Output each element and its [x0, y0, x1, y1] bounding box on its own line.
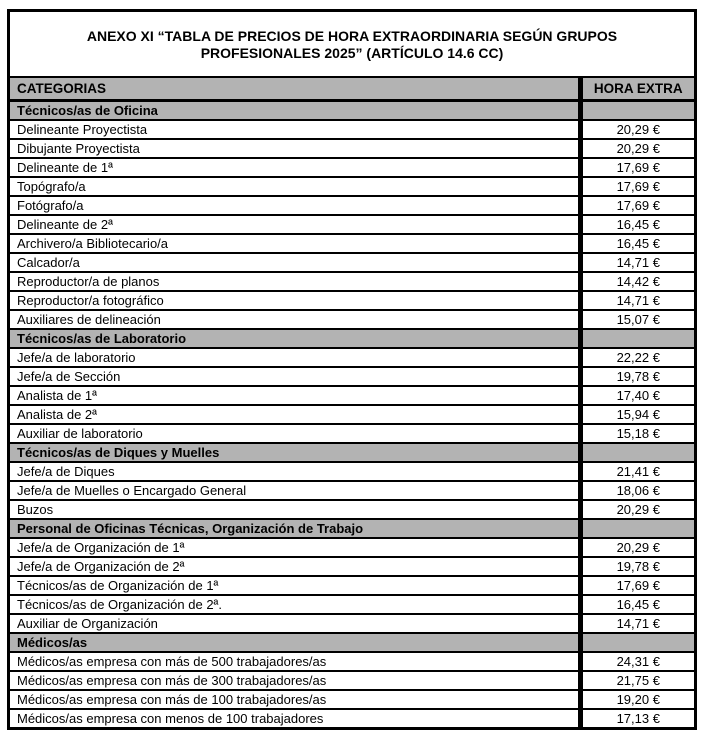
- price-cell: 21,41 €: [580, 462, 694, 481]
- category-cell: Técnicos/as de Organización de 2ª.: [10, 595, 580, 614]
- category-cell: Jefe/a de laboratorio: [10, 348, 580, 367]
- category-cell: Dibujante Proyectista: [10, 139, 580, 158]
- section-empty-price-cell: [580, 101, 694, 121]
- category-cell: Delineante de 1ª: [10, 158, 580, 177]
- price-cell: 17,69 €: [580, 576, 694, 595]
- table-row: [10, 595, 694, 614]
- category-cell: Buzos: [10, 500, 580, 519]
- price-cell: 19,20 €: [580, 690, 694, 709]
- table-row: [10, 386, 694, 405]
- section-header-row: [10, 101, 694, 121]
- document-table: [7, 9, 697, 730]
- table-header-row: [10, 78, 694, 101]
- price-cell: 17,69 €: [580, 177, 694, 196]
- price-table: [10, 78, 694, 727]
- table-row: [10, 139, 694, 158]
- category-cell: Reproductor/a de planos: [10, 272, 580, 291]
- table-row: [10, 272, 694, 291]
- category-cell: Fotógrafo/a: [10, 196, 580, 215]
- table-row: [10, 576, 694, 595]
- table-row: [10, 557, 694, 576]
- table-row: [10, 405, 694, 424]
- price-cell: 21,75 €: [580, 671, 694, 690]
- price-cell: 17,69 €: [580, 196, 694, 215]
- table-row: [10, 690, 694, 709]
- price-table-body: [10, 101, 694, 728]
- price-cell: 14,71 €: [580, 253, 694, 272]
- table-row: [10, 500, 694, 519]
- price-cell: 19,78 €: [580, 367, 694, 386]
- title-line-2: PROFESIONALES 2025” (ARTÍCULO 14.6 CC): [200, 45, 504, 61]
- price-cell: 16,45 €: [580, 215, 694, 234]
- category-cell: Reproductor/a fotográfico: [10, 291, 580, 310]
- price-cell: 20,29 €: [580, 139, 694, 158]
- category-cell: Jefe/a de Muelles o Encargado General: [10, 481, 580, 500]
- section-title: Técnicos/as de Diques y Muelles: [10, 443, 580, 462]
- document-title: [10, 12, 694, 78]
- table-row: [10, 671, 694, 690]
- table-row: [10, 253, 694, 272]
- price-cell: 24,31 €: [580, 652, 694, 671]
- category-cell: Auxiliar de Organización: [10, 614, 580, 633]
- category-cell: Topógrafo/a: [10, 177, 580, 196]
- price-cell: 14,42 €: [580, 272, 694, 291]
- table-row: [10, 196, 694, 215]
- category-cell: Médicos/as empresa con más de 100 trabajadores/as: [10, 690, 580, 709]
- section-header-row: [10, 633, 694, 652]
- column-header-categorias: CATEGORIAS: [10, 78, 580, 101]
- category-cell: Delineante Proyectista: [10, 120, 580, 139]
- price-cell: 15,07 €: [580, 310, 694, 329]
- table-row: [10, 310, 694, 329]
- table-row: [10, 481, 694, 500]
- category-cell: Jefe/a de Organización de 2ª: [10, 557, 580, 576]
- price-cell: 16,45 €: [580, 595, 694, 614]
- price-cell: 18,06 €: [580, 481, 694, 500]
- category-cell: Auxiliares de delineación: [10, 310, 580, 329]
- price-cell: 17,40 €: [580, 386, 694, 405]
- category-cell: Jefe/a de Diques: [10, 462, 580, 481]
- section-title: Técnicos/as de Laboratorio: [10, 329, 580, 348]
- section-header-row: [10, 443, 694, 462]
- table-row: [10, 348, 694, 367]
- table-row: [10, 709, 694, 727]
- price-cell: 20,29 €: [580, 538, 694, 557]
- category-cell: Médicos/as empresa con más de 300 trabajadores/as: [10, 671, 580, 690]
- category-cell: Auxiliar de laboratorio: [10, 424, 580, 443]
- category-cell: Médicos/as empresa con menos de 100 trabajadores: [10, 709, 580, 727]
- category-cell: Calcador/a: [10, 253, 580, 272]
- section-empty-price-cell: [580, 329, 694, 348]
- category-cell: Analista de 2ª: [10, 405, 580, 424]
- section-header-row: [10, 519, 694, 538]
- section-header-row: [10, 329, 694, 348]
- price-cell: 20,29 €: [580, 500, 694, 519]
- price-cell: 17,69 €: [580, 158, 694, 177]
- table-row: [10, 652, 694, 671]
- price-cell: 14,71 €: [580, 614, 694, 633]
- price-cell: 17,13 €: [580, 709, 694, 727]
- table-row: [10, 538, 694, 557]
- table-row: [10, 462, 694, 481]
- category-cell: Médicos/as empresa con más de 500 trabajadores/as: [10, 652, 580, 671]
- price-cell: 19,78 €: [580, 557, 694, 576]
- section-title: Médicos/as: [10, 633, 580, 652]
- price-cell: 14,71 €: [580, 291, 694, 310]
- table-row: [10, 234, 694, 253]
- price-cell: 16,45 €: [580, 234, 694, 253]
- table-row: [10, 177, 694, 196]
- price-cell: 15,18 €: [580, 424, 694, 443]
- section-empty-price-cell: [580, 443, 694, 462]
- table-row: [10, 215, 694, 234]
- category-cell: Jefe/a de Organización de 1ª: [10, 538, 580, 557]
- table-row: [10, 120, 694, 139]
- table-row: [10, 614, 694, 633]
- category-cell: Delineante de 2ª: [10, 215, 580, 234]
- section-title: Personal de Oficinas Técnicas, Organización de Trabajo: [10, 519, 580, 538]
- category-cell: Técnicos/as de Organización de 1ª: [10, 576, 580, 595]
- table-row: [10, 291, 694, 310]
- table-row: [10, 367, 694, 386]
- price-cell: 15,94 €: [580, 405, 694, 424]
- category-cell: Archivero/a Bibliotecario/a: [10, 234, 580, 253]
- section-empty-price-cell: [580, 633, 694, 652]
- price-cell: 20,29 €: [580, 120, 694, 139]
- category-cell: Jefe/a de Sección: [10, 367, 580, 386]
- category-cell: Analista de 1ª: [10, 386, 580, 405]
- price-cell: 22,22 €: [580, 348, 694, 367]
- title-line-1: ANEXO XI “TABLA DE PRECIOS DE HORA EXTRAORDINARIA SEGÚN GRUPOS: [86, 28, 618, 44]
- column-header-hora-extra: HORA EXTRA: [580, 78, 694, 101]
- section-empty-price-cell: [580, 519, 694, 538]
- section-title: Técnicos/as de Oficina: [10, 101, 580, 121]
- table-row: [10, 424, 694, 443]
- table-row: [10, 158, 694, 177]
